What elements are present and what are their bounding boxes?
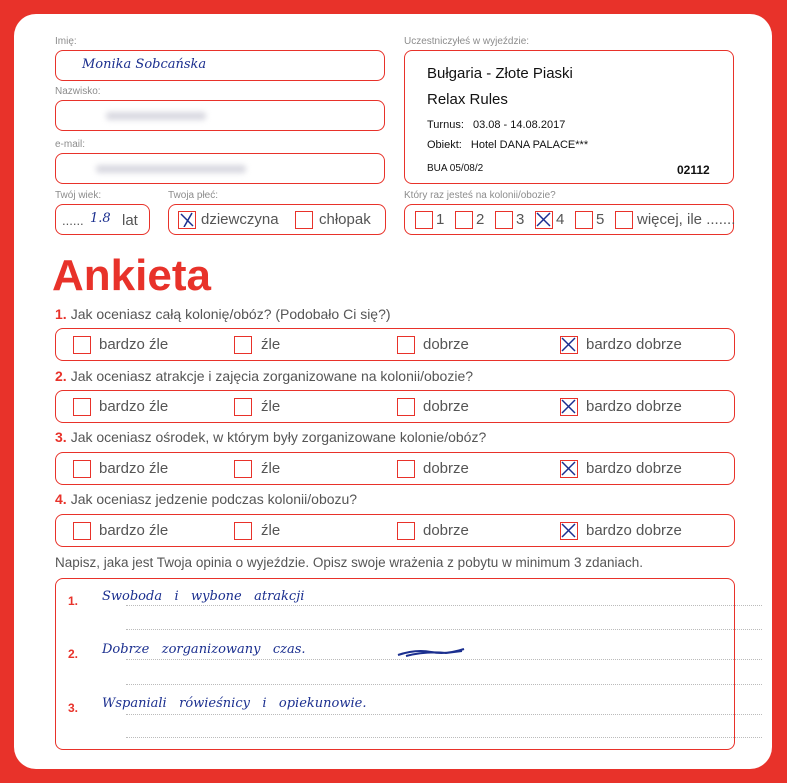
gender-checkbox-girl[interactable] — [178, 211, 196, 229]
rating-1-checkbox-very-bad[interactable] — [73, 336, 91, 354]
email-redacted — [96, 165, 246, 173]
surname-redacted — [106, 112, 206, 120]
rating-3-checkbox-very-good[interactable] — [560, 460, 578, 478]
question-1 — [55, 306, 391, 322]
trip-number: 02112 — [677, 163, 710, 177]
email-label: e-mail: — [55, 139, 86, 150]
sentence-1: Swoboda i wybone atrakcji — [102, 589, 305, 604]
age-unit: lat — [122, 212, 138, 229]
surname-label: Nazwisko: — [55, 86, 101, 97]
age-field[interactable] — [55, 204, 150, 235]
question-text: Jak oceniasz ośrodek, w którym były zorganizowane kolonie/obóz? — [70, 429, 487, 445]
gender-option-girl: dziewczyna — [201, 211, 279, 228]
rating-option-bad: źle — [261, 460, 281, 477]
rating-option-bad: źle — [261, 336, 281, 353]
writing-line — [126, 737, 762, 738]
question-4 — [55, 491, 357, 507]
check-x-icon — [561, 461, 576, 476]
writing-line — [126, 629, 762, 630]
rating-option-very-good: bardzo dobrze — [586, 398, 682, 415]
trip-label: Uczestniczyłeś w wyjeździe: — [404, 36, 530, 47]
turnus-value: 03.08 - 14.08.2017 — [472, 119, 566, 131]
obiekt-value: Hotel DANA PALACE*** — [470, 139, 589, 151]
question-number: 1. — [55, 306, 67, 322]
check-x-icon — [561, 337, 576, 352]
page-title: Ankieta — [52, 251, 211, 300]
rating-option-very-bad: bardzo źle — [99, 522, 169, 539]
gender-group — [168, 204, 386, 235]
rating-option-very-good: bardzo dobrze — [586, 336, 682, 353]
writing-line — [126, 605, 762, 606]
name-value: Monika Sobcańska — [82, 57, 207, 72]
times-option-5: 5 — [596, 211, 605, 228]
rating-3-checkbox-bad[interactable] — [234, 460, 252, 478]
rating-3-checkbox-good[interactable] — [397, 460, 415, 478]
rating-2-checkbox-bad[interactable] — [234, 398, 252, 416]
obiekt-label: Obiekt: — [427, 139, 462, 151]
turnus-label: Turnus: — [427, 119, 464, 131]
rating-option-very-bad: bardzo źle — [99, 460, 169, 477]
times-checkbox-5[interactable] — [575, 211, 593, 229]
opinion-box[interactable] — [55, 578, 735, 750]
rating-row-4 — [55, 514, 735, 547]
gender-label: Twoja płeć: — [168, 190, 219, 201]
rating-2-checkbox-good[interactable] — [397, 398, 415, 416]
survey-card — [14, 14, 772, 769]
trip-obiekt — [427, 139, 588, 151]
trip-code: BUA 05/08/2 — [427, 163, 484, 174]
rating-option-good: dobrze — [423, 522, 469, 539]
surname-field[interactable] — [55, 100, 385, 131]
times-option-2: 2 — [476, 211, 485, 228]
question-text: Jak oceniasz jedzenie podczas kolonii/obozu? — [70, 491, 358, 507]
rating-option-very-bad: bardzo źle — [99, 398, 169, 415]
question-number: 3. — [55, 429, 67, 445]
rating-option-good: dobrze — [423, 398, 469, 415]
times-checkbox-1[interactable] — [415, 211, 433, 229]
rating-row-2 — [55, 390, 735, 423]
scribble-mark — [396, 643, 466, 661]
rating-3-checkbox-very-bad[interactable] — [73, 460, 91, 478]
rating-4-checkbox-good[interactable] — [397, 522, 415, 540]
age-dots: ...... — [62, 213, 84, 228]
name-field[interactable] — [55, 50, 385, 81]
rating-1-checkbox-bad[interactable] — [234, 336, 252, 354]
rating-1-checkbox-good[interactable] — [397, 336, 415, 354]
trip-turnus — [427, 119, 565, 131]
times-option-1: 1 — [436, 211, 445, 228]
rating-row-3 — [55, 452, 735, 485]
rating-2-checkbox-very-bad[interactable] — [73, 398, 91, 416]
rating-option-bad: źle — [261, 522, 281, 539]
times-checkbox-more[interactable] — [615, 211, 633, 229]
times-group — [404, 204, 734, 235]
question-text: Jak oceniasz całą kolonię/obóz? (Podobało Ci się?) — [70, 306, 391, 322]
trip-program: Relax Rules — [427, 91, 508, 108]
times-checkbox-3[interactable] — [495, 211, 513, 229]
rating-row-1 — [55, 328, 735, 361]
sentence-3: Wspaniali rówieśnicy i opiekunowie. — [102, 696, 367, 711]
rating-4-checkbox-very-bad[interactable] — [73, 522, 91, 540]
check-x-icon — [179, 212, 194, 227]
times-checkbox-4[interactable] — [535, 211, 553, 229]
writing-line — [126, 684, 762, 685]
check-x-icon — [561, 399, 576, 414]
age-value: 1.8 — [90, 211, 111, 226]
sentence-number: 2. — [68, 647, 79, 661]
times-option-4: 4 — [556, 211, 565, 228]
sentence-number: 1. — [68, 594, 79, 608]
question-2 — [55, 368, 473, 384]
gender-checkbox-boy[interactable] — [295, 211, 313, 229]
opinion-prompt: Napisz, jaka jest Twoja opinia o wyjeździe. Opisz swoje wrażenia z pobytu w minimum 3 zdaniach. — [55, 555, 644, 570]
times-label: Który raz jesteś na kolonii/obozie? — [404, 190, 556, 201]
times-option-more: więcej, ile ....... — [637, 211, 736, 228]
age-label: Twój wiek: — [55, 190, 102, 201]
question-number: 2. — [55, 368, 67, 384]
trip-box — [404, 50, 734, 184]
times-option-3: 3 — [516, 211, 525, 228]
gender-option-boy: chłopak — [319, 211, 371, 228]
times-checkbox-2[interactable] — [455, 211, 473, 229]
rating-option-very-good: bardzo dobrze — [586, 460, 682, 477]
rating-2-checkbox-very-good[interactable] — [560, 398, 578, 416]
question-text: Jak oceniasz atrakcje i zajęcia zorganizowane na kolonii/obozie? — [70, 368, 474, 384]
writing-line — [126, 714, 762, 715]
rating-option-good: dobrze — [423, 336, 469, 353]
question-3 — [55, 429, 486, 445]
question-number: 4. — [55, 491, 67, 507]
rating-option-bad: źle — [261, 398, 281, 415]
rating-option-good: dobrze — [423, 460, 469, 477]
rating-4-checkbox-very-good[interactable] — [560, 522, 578, 540]
sentence-2: Dobrze zorganizowany czas. — [102, 642, 306, 657]
check-x-icon — [561, 523, 576, 538]
email-field[interactable] — [55, 153, 385, 184]
rating-option-very-good: bardzo dobrze — [586, 522, 682, 539]
trip-destination: Bułgaria - Złote Piaski — [427, 65, 573, 82]
name-label: Imię: — [55, 36, 77, 47]
sentence-number: 3. — [68, 701, 79, 715]
rating-4-checkbox-bad[interactable] — [234, 522, 252, 540]
check-x-icon — [536, 212, 551, 227]
rating-option-very-bad: bardzo źle — [99, 336, 169, 353]
rating-1-checkbox-very-good[interactable] — [560, 336, 578, 354]
